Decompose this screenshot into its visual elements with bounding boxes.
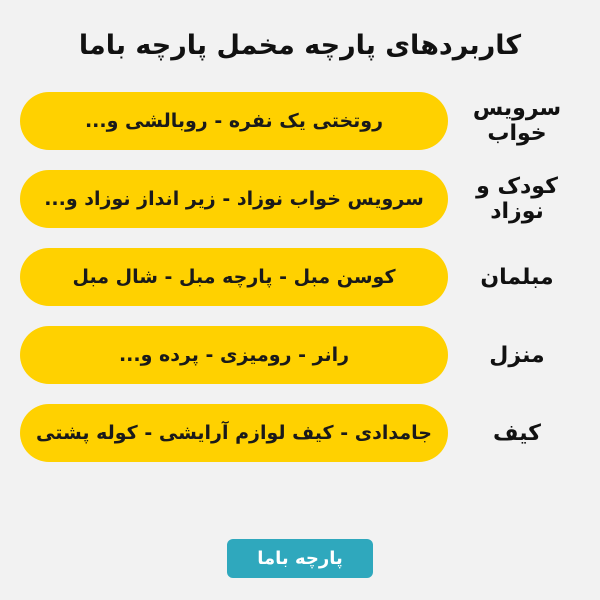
page-title: کاربردهای پارچه مخمل پارچه باما	[78, 30, 522, 61]
category-label: منزل	[489, 342, 545, 368]
category-value-text: رانر - رومیزی - پرده و...	[118, 344, 350, 367]
list-item	[20, 400, 580, 466]
category-value-text: جامدادی - کیف لوازم آرایشی - کوله پشتی	[36, 422, 432, 445]
category-label: کودک و نوزاد	[476, 174, 558, 225]
list-item	[20, 244, 580, 310]
category-value-pill	[20, 92, 448, 150]
category-value-text: کوسن مبل - پارچه مبل - شال مبل	[72, 266, 396, 289]
brand-badge: پارچه باما	[227, 539, 372, 578]
category-value-pill	[20, 170, 448, 228]
footer	[0, 539, 600, 578]
category-label: سرویس خواب	[472, 96, 562, 147]
category-label: مبلمان	[480, 264, 554, 290]
list-item	[20, 166, 580, 232]
category-value-text: روتختی یک نفره - روبالشی و...	[84, 110, 384, 133]
category-label: کیف	[493, 420, 541, 446]
usage-list	[20, 88, 580, 466]
category-value-pill	[20, 326, 448, 384]
category-value-text: سرویس خواب نوزاد - زیر انداز نوزاد و...	[44, 188, 424, 211]
list-item	[20, 88, 580, 154]
category-value-pill	[20, 248, 448, 306]
list-item	[20, 322, 580, 388]
category-value-pill	[20, 404, 448, 462]
